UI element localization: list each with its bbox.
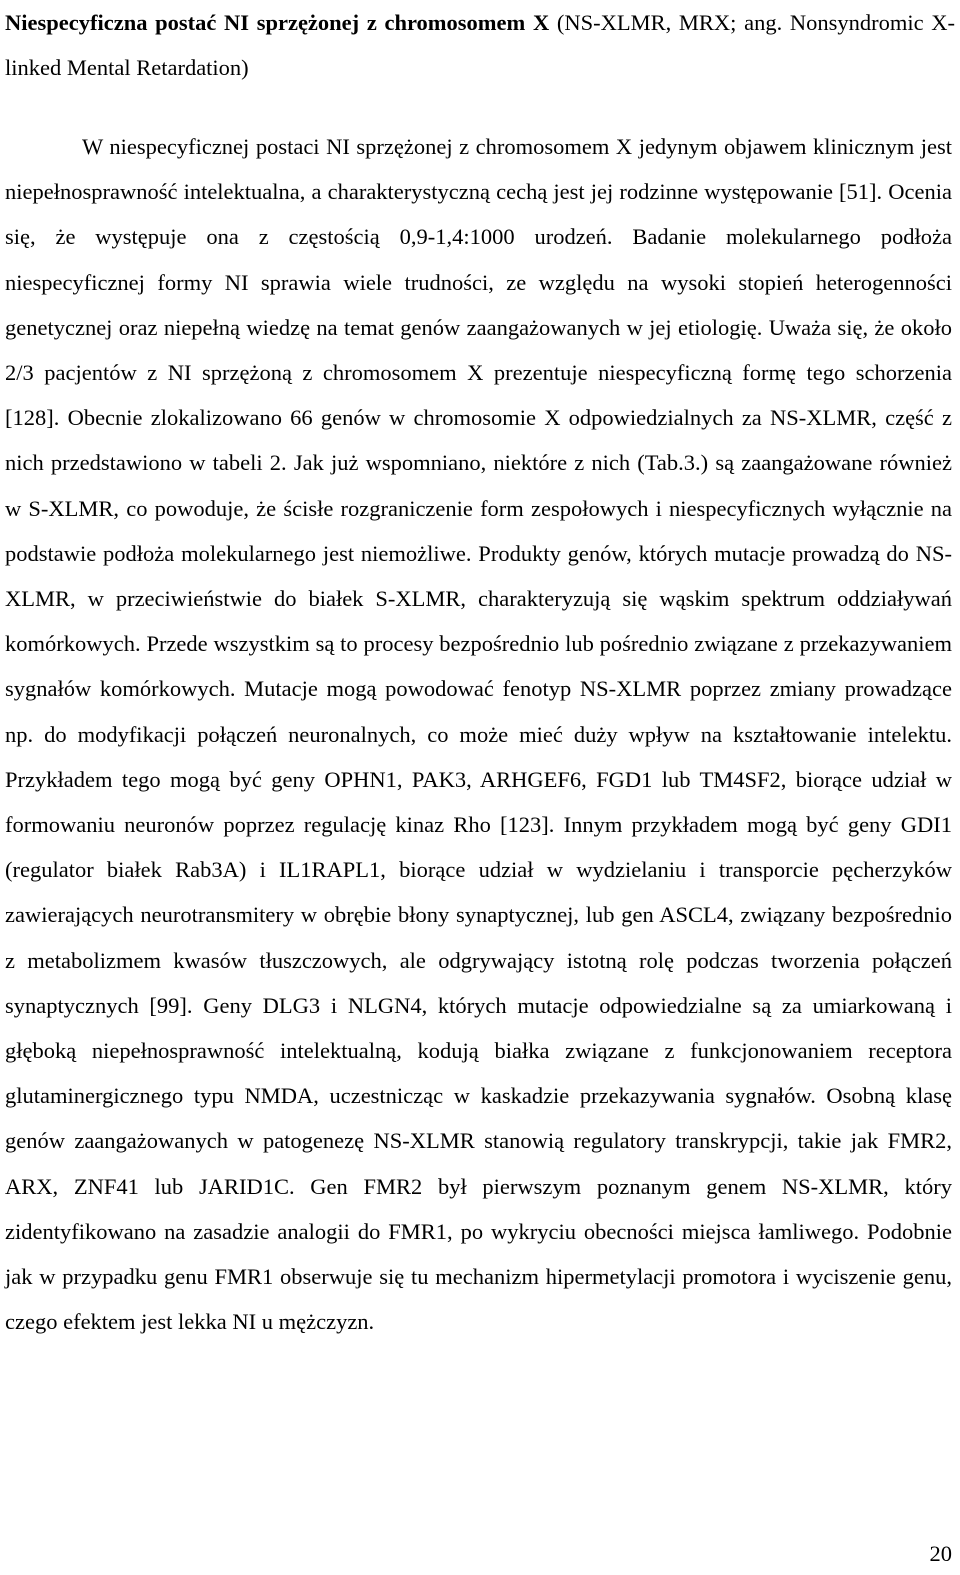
section-heading-title: Niespecyficzna postać NI sprzężonej z chromosomem X [5, 10, 550, 35]
section-heading-subtitle: (NS-XLMR, MRX; ang. Nonsyndromic X-linked Mental Retardation) [5, 10, 956, 81]
section-heading [5, 0, 955, 90]
page-number: 20 [929, 1541, 952, 1566]
body-paragraph: W niespecyficznej postaci NI sprzężonej z chromosomem X jedynym objawem klinicznym jest niepełnosprawność intelektualna, a charakterystyczną cechą jest jej rodzinne występowanie [51]. Ocenia się, że występuje ona z częstością 0,9-1,4:1000 urodzeń. Badanie molekularnego podłoża niespecyficznej formy NI sprawia wiele trudności, ze względu na wysoki stopień heterogenności genetycznej oraz niepełną wiedzę na temat genów zaangażowanych w jej etiologię. Uważa się, że około 2/3 pacjentów z NI sprzężoną z chromosomem X prezentuje niespecyficzną formę tego schorzenia [128]. Obecnie zlokalizowano 66 genów w chromosomie X odpowiedzialnych za NS-XLMR, część z nich przedstawiono w tabeli 2. Jak już wspomniano, niektóre z nich (Tab.3.) są zaangażowane również w S-XLMR, co powoduje, że ścisłe rozgraniczenie form zespołowych i niespecyficznych wyłącznie na podstawie podłoża molekularnego jest niemożliwe. Produkty genów, których mutacje prowadzą do NS-XLMR, w przeciwieństwie do białek S-XLMR, charakteryzują się wąskim spektrum oddziaływań komórkowych. Przede wszystkim są to procesy bezpośrednio lub pośrednio związane z przekazywaniem sygnałów komórkowych. Mutacje mogą powodować fenotyp NS-XLMR poprzez zmiany prowadzące np. do modyfikacji połączeń neuronalnych, co może mieć duży wpływ na kształtowanie intelektu. Przykładem tego mogą być geny OPHN1, PAK3, ARHGEF6, FGD1 lub TM4SF2, biorące udział w formowaniu neuronów poprzez regulację kinaz Rho [123]. Innym przykładem mogą być geny GDI1 (regulator białek Rab3A) i IL1RAPL1, biorące udział w wydzielaniu i transporcie pęcherzyków zawierających neurotransmitery w obrębie błony synaptycznej, lub gen ASCL4, związany bezpośrednio z metabolizmem kwasów tłuszczowych, ale odgrywający istotną rolę podczas tworzenia połączeń synaptycznych [99]. Geny DLG3 i NLGN4, których mutacje odpowiedzialne są za umiarkowaną i głęboką niepełnosprawność intelektualną, kodują białka związane z funkcjonowaniem receptora glutaminergicznego typu NMDA, uczestnicząc w kaskadzie przekazywania sygnałów. Osobną klasę genów zaangażowanych w patogenezę NS-XLMR stanowią regulatory transkrypcji, takie jak FMR2, ARX, ZNF41 lub JARID1C. Gen FMR2 był pierwszym poznanym genem NS-XLMR, który zidentyfikowano na zasadzie analogii do FMR1, po wykryciu obecności miejsca łamliwego. Podobnie jak w przypadku genu FMR1 obserwuje się tu mechanizm hipermetylacji promotora i wyciszenie genu, czego efektem jest lekka NI u mężczyzn. [5, 134, 952, 1335]
